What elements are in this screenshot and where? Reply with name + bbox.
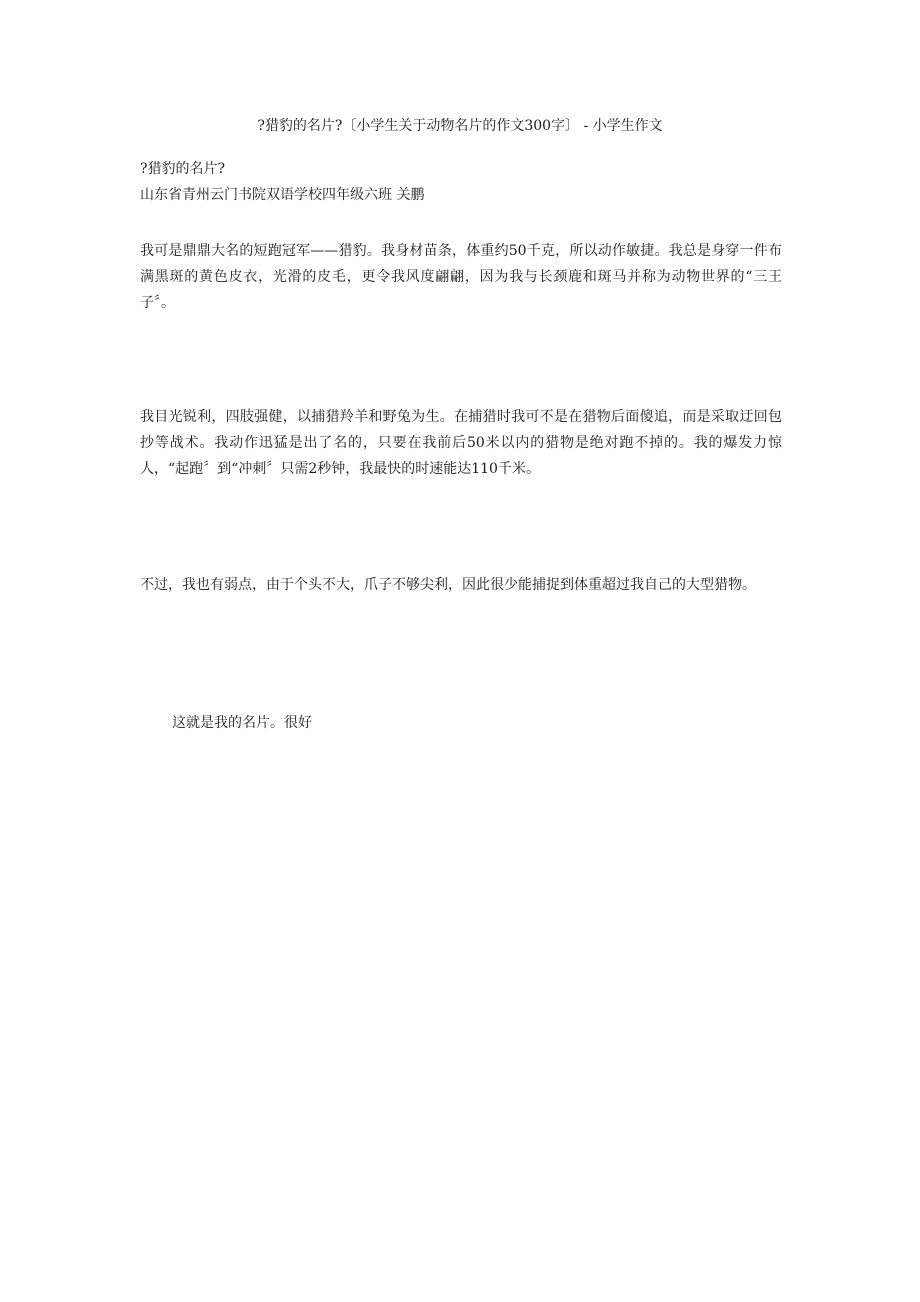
paragraph-3: 不过，我也有弱点，由于个头不大，爪子不够尖利，因此很少能捕捉到体重超过我自己的大型猎物。	[140, 577, 756, 593]
paragraph-4: 这就是我的名片。很好	[172, 715, 312, 731]
essay-subtitle: ?猎豹的名片?	[140, 161, 226, 177]
author-byline: 山东省青州云门书院双语学校四年级六班 关鹏	[140, 187, 425, 203]
paragraph-2: 我目光锐利，四肢强健，以捕猎羚羊和野兔为生。在捕猎时我可不是在猎物后面傻追，而是采取迂回包抄等战术。我动作迅猛是出了名的，只要在我前后50米以内的猎物是绝对跑不掉的。我的爆发力惊人，“起跑〞到“冲刺〞只需2秒钟，我最快的时速能达110千米。	[140, 409, 782, 477]
paragraph-1: 我可是鼎鼎大名的短跑冠军——猎豹。我身材苗条，体重约50千克，所以动作敏捷。我总是身穿一件布满黑斑的黄色皮衣，光滑的皮毛，更令我风度翩翩，因为我与长颈鹿和斑马并称为动物世界的“三王子〞。	[140, 243, 782, 311]
page-title: ?猎豹的名片?〔小学生关于动物名片的作文300字〕 - 小学生作文	[257, 118, 663, 134]
